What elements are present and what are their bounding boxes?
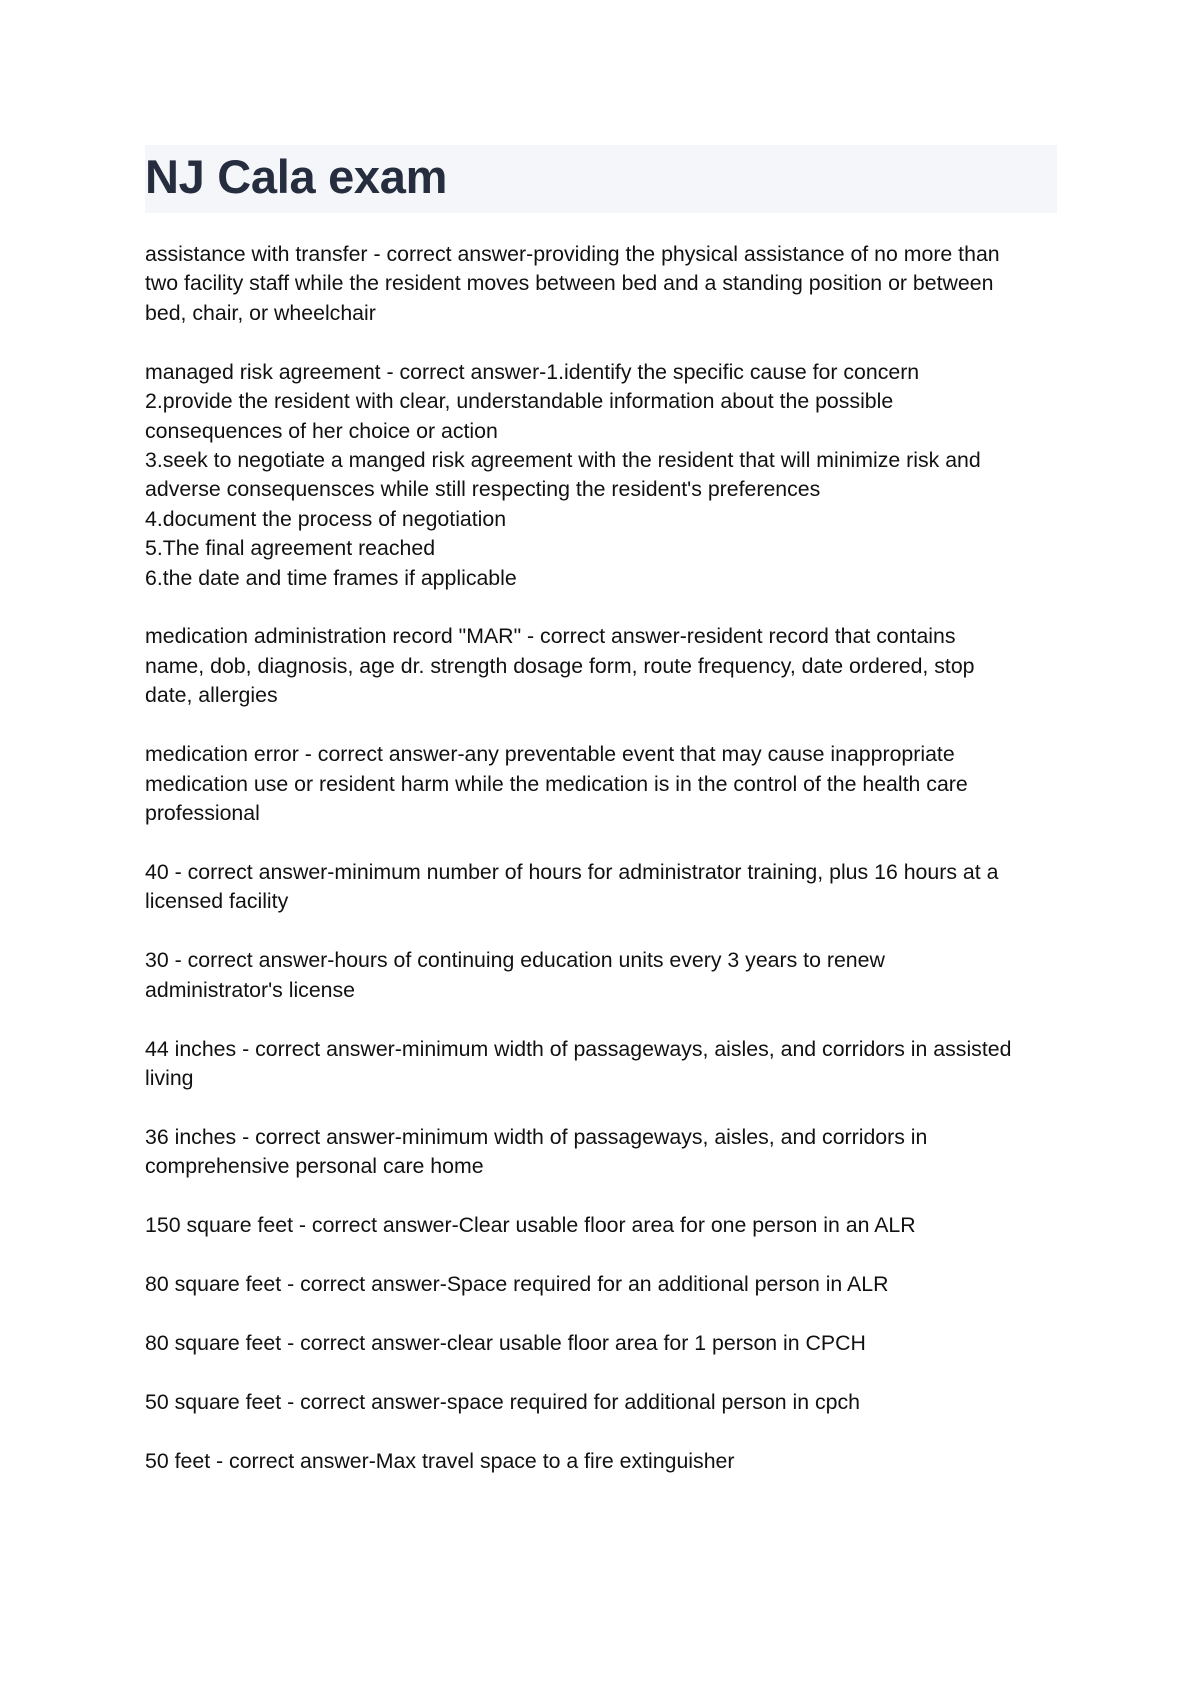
flashcard-entry [145, 858, 1057, 917]
entry-text-line: medication administration record "MAR" - correct answer-resident record that contains [145, 624, 956, 649]
entry-text-line: 30 - correct answer-hours of continuing education units every 3 years to renew [145, 948, 885, 973]
flashcard-entry [145, 1123, 1057, 1182]
entry-text-line: 6.the date and time frames if applicable [145, 565, 517, 590]
entry-text-line: professional [145, 801, 260, 825]
entry-text-line: 40 - correct answer-minimum number of hours for administrator training, plus 16 hours at a [145, 859, 999, 884]
entry-text-line: living [145, 1065, 194, 1090]
flashcard-entry [145, 240, 1057, 328]
entry-text-line: 5.The final agreement reached [145, 536, 436, 561]
entry-text-line: medication error - correct answer-any preventable event that may cause inappropriate [145, 742, 955, 767]
entry-text-line: 150 square feet - correct answer-Clear usable floor area for one person in an ALR [145, 1213, 916, 1238]
entry-text-line: 50 square feet - correct answer-space required for additional person in cpch [145, 1389, 861, 1414]
entry-text-line: 44 inches - correct answer-minimum width of passageways, aisles, and corridors in assisted [145, 1036, 1012, 1061]
flashcard-entry [145, 740, 1057, 828]
entry-text-line: 50 feet - correct answer-Max travel space to a fire extinguisher [145, 1448, 735, 1473]
entry-text-line: date, allergies [145, 683, 278, 708]
entry-text-line: 3.seek to negotiate a manged risk agreement with the resident that will minimize risk and [145, 447, 981, 472]
entry-text-line: managed risk agreement - correct answer-1.identify the specific cause for concern [145, 359, 920, 384]
entry-text-line: two facility staff while the resident moves between bed and a standing position or between [145, 271, 994, 296]
entry-text-line: 80 square feet - correct answer-clear usable floor area for 1 person in CPCH [145, 1330, 866, 1355]
flashcard-entry [145, 1329, 1057, 1358]
flashcard-entry [145, 1447, 1057, 1476]
flashcard-entry [145, 1211, 1057, 1240]
page-title: NJ Cala exam [145, 150, 448, 203]
entry-text-line: licensed facility [145, 889, 289, 914]
flashcard-entry [145, 1035, 1057, 1094]
entry-text-line: bed, chair, or wheelchair [145, 300, 376, 325]
entry-text-line: 36 inches - correct answer-minimum width of passageways, aisles, and corridors in [145, 1124, 928, 1149]
flashcard-entry [145, 1270, 1057, 1299]
flashcard-entry [145, 946, 1057, 1005]
flashcard-entry [145, 622, 1057, 710]
flashcard-entry [145, 1388, 1057, 1417]
entry-text-line: comprehensive personal care home [145, 1154, 484, 1179]
entry-text-line: consequences of her choice or action [145, 418, 498, 443]
entry-text-line: assistance with transfer - correct answer-providing the physical assistance of no more than [145, 242, 1000, 266]
entry-text-line: 2.provide the resident with clear, understandable information about the possible [145, 389, 894, 414]
document-page [145, 145, 1057, 1506]
entry-text-line: 80 square feet - correct answer-Space required for an additional person in ALR [145, 1272, 889, 1297]
entry-text-line: name, dob, diagnosis, age dr. strength dosage form, route frequency, date ordered, stop [145, 653, 975, 678]
flashcard-list [145, 240, 1057, 1476]
flashcard-entry [145, 358, 1057, 593]
title-band [145, 145, 1057, 213]
entry-text-line: administrator's license [145, 977, 356, 1002]
entry-text-line: 4.document the process of negotiation [145, 506, 507, 531]
entry-text-line: medication use or resident harm while the medication is in the control of the health care [145, 771, 968, 796]
entry-text-line: adverse consequensces while still respecting the resident's preferences [145, 477, 821, 502]
